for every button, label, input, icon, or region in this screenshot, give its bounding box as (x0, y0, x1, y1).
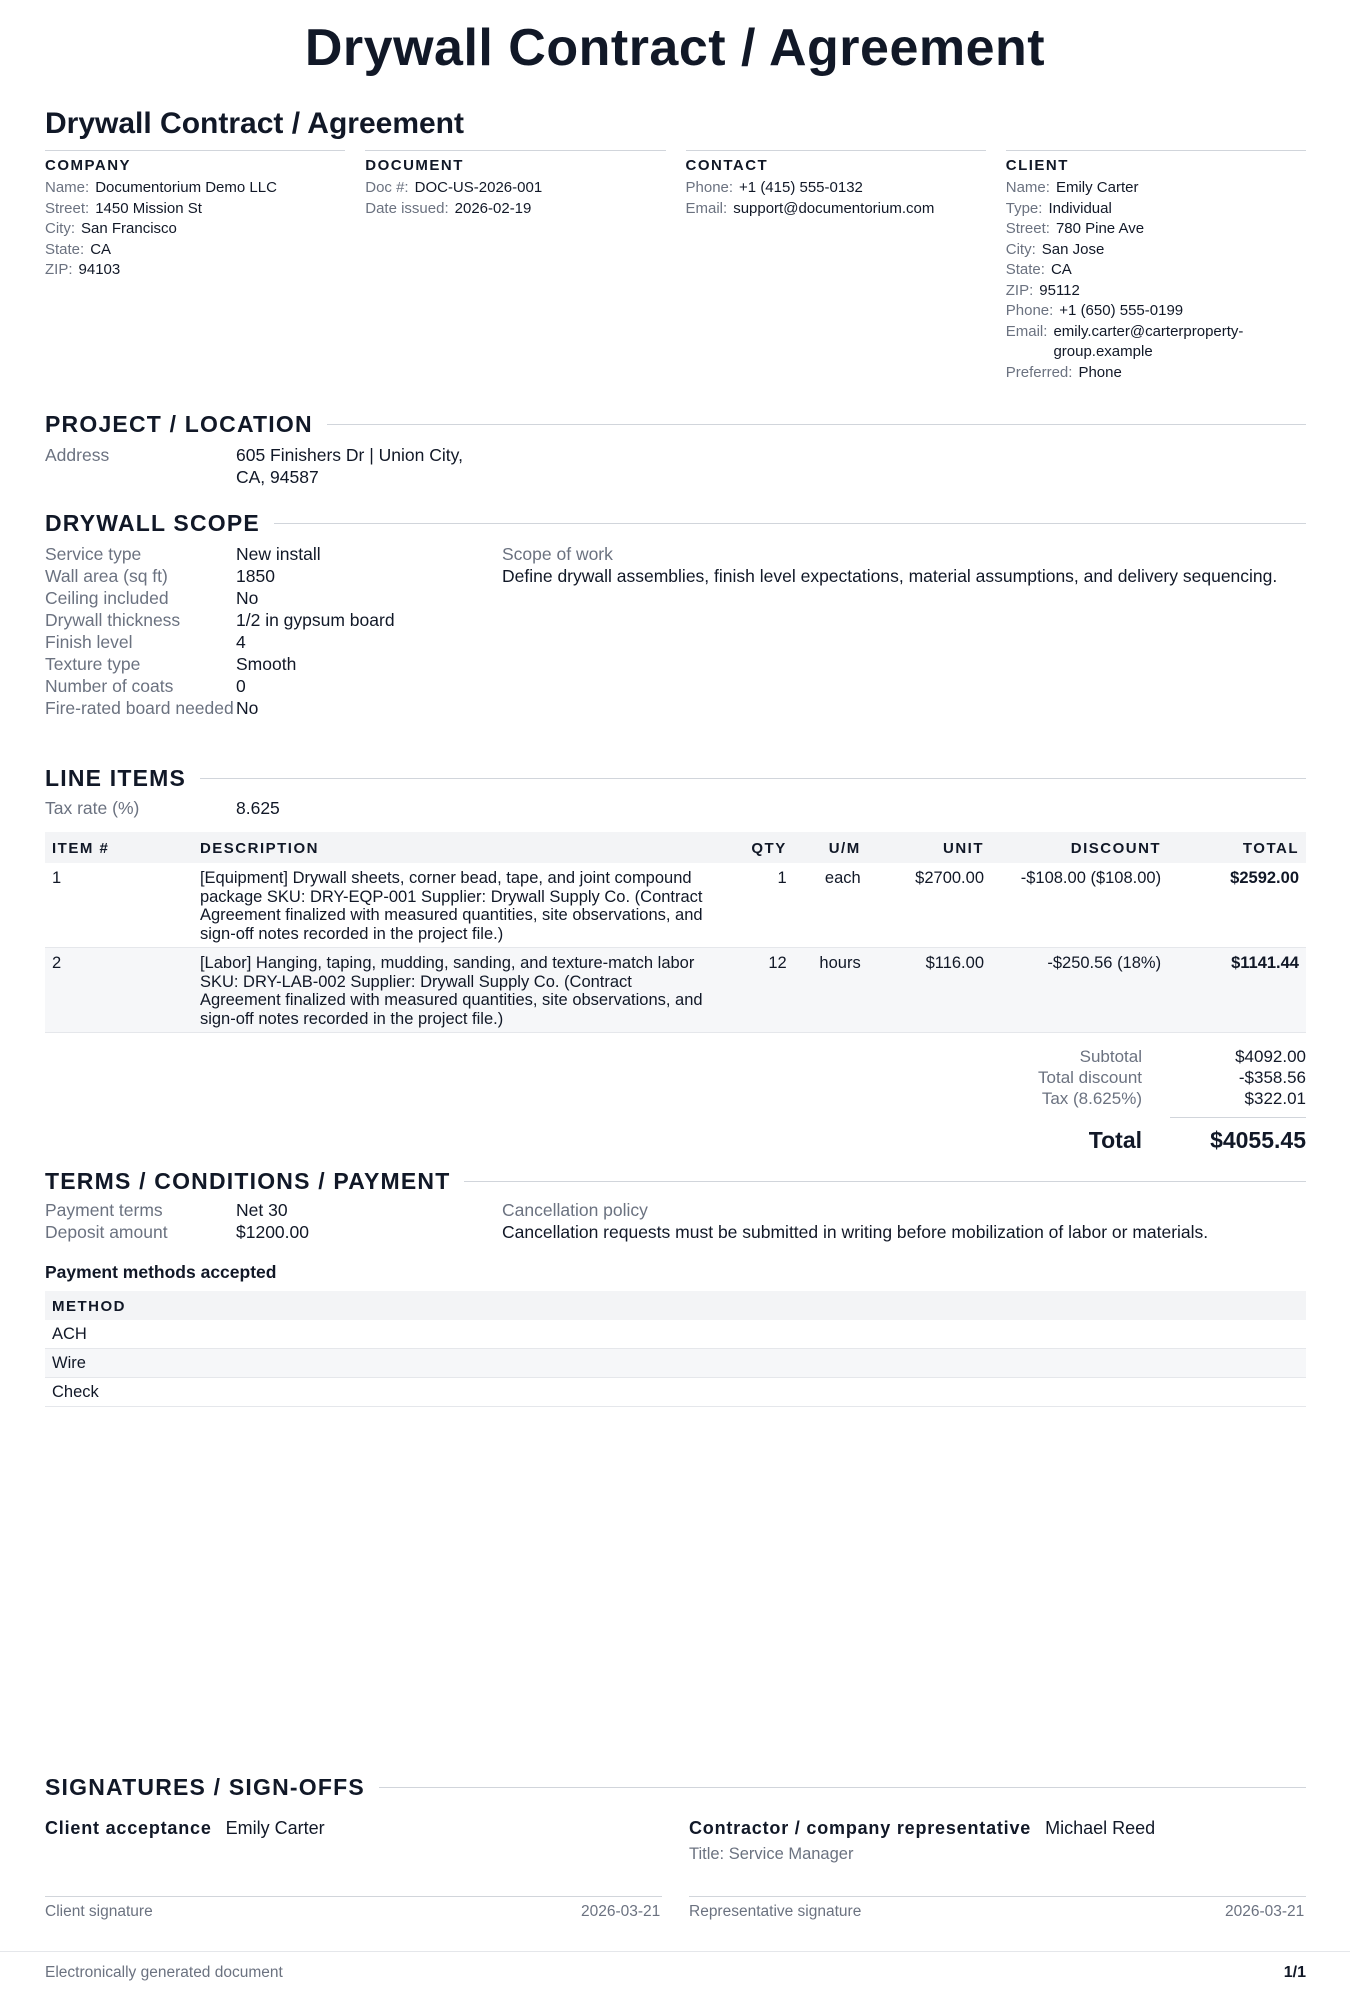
field-label: Name: (45, 179, 90, 196)
table-header-row (45, 1291, 1306, 1320)
field-row (45, 675, 395, 697)
col-method: METHOD (45, 1291, 1306, 1320)
field-row (45, 609, 395, 631)
field-value: emily.carter@carterproperty-group.example (1053, 322, 1244, 360)
field-label: Deposit amount (45, 1222, 168, 1242)
section-divider (464, 1181, 1306, 1182)
field-value: CA (90, 240, 112, 258)
representative-acceptance (689, 1818, 1155, 1839)
col-total: TOTAL (1168, 832, 1306, 863)
field-label: Ceiling included (45, 588, 169, 608)
item-total: $1141.44 (1168, 948, 1306, 1033)
line-items-heading: LINE ITEMS (45, 765, 187, 791)
terms-heading: TERMS / CONDITIONS / PAYMENT (45, 1168, 451, 1194)
document-heading: DOCUMENT (365, 157, 464, 174)
project-heading: PROJECT / LOCATION (45, 411, 313, 437)
cancellation-text: Cancellation requests must be submitted in writing before mobilization of labor or materials. (502, 1222, 1209, 1242)
field-row (686, 178, 986, 199)
field-row (45, 1221, 309, 1243)
client-block (1006, 150, 1306, 383)
field-label: City: (45, 220, 75, 237)
field-row (1006, 301, 1306, 322)
table-row (45, 948, 1306, 1033)
client-signature-caption: Client signature (45, 1903, 153, 1920)
line-items-section-header (45, 765, 1306, 792)
field-value: San Jose (1041, 240, 1105, 258)
item-number: 2 (45, 948, 193, 1033)
field-row (1006, 281, 1306, 302)
field-label: State: (45, 240, 85, 258)
company-block (45, 150, 345, 383)
item-number: 1 (45, 863, 193, 948)
client-signature-line[interactable] (45, 1896, 662, 1897)
client-heading: CLIENT (1005, 157, 1069, 174)
scope-fields (45, 543, 395, 719)
field-row (1006, 260, 1306, 281)
document-block (365, 150, 665, 383)
signatures-heading: SIGNATURES / SIGN-OFFS (45, 1774, 365, 1800)
totals-block (990, 1046, 1306, 1154)
field-row (45, 565, 395, 587)
table-row (45, 1378, 1306, 1407)
field-label: City: (1005, 240, 1036, 258)
item-total: $2592.00 (1168, 863, 1306, 948)
contact-heading: CONTACT (685, 157, 769, 174)
field-row (686, 199, 986, 220)
grand-total-value: $4055.45 (1210, 1127, 1306, 1153)
section-divider (327, 424, 1306, 425)
field-row (45, 1199, 309, 1221)
scope-of-work-label: Scope of work (502, 544, 613, 564)
field-label: Type: (1005, 199, 1043, 217)
client-acceptance-name: Emily Carter (225, 1818, 325, 1838)
tax-value: $322.01 (1244, 1089, 1306, 1108)
field-label: ZIP: (1005, 281, 1034, 299)
field-value: No (236, 588, 259, 608)
field-label: Phone: (685, 179, 734, 196)
item-unit-price: $116.00 (868, 948, 991, 1033)
field-label: Drywall thickness (45, 610, 181, 630)
field-value: New install (236, 544, 321, 564)
field-row (45, 697, 395, 719)
field-label: Wall area (sq ft) (45, 566, 168, 586)
field-value: No (236, 698, 259, 718)
payment-methods-table (45, 1291, 1306, 1407)
contact-block (686, 150, 986, 383)
section-divider (379, 1787, 1306, 1788)
field-label: Date issued: (365, 199, 449, 217)
col-unit: UNIT (868, 832, 991, 863)
field-label: Texture type (45, 654, 141, 674)
client-fields (1006, 178, 1306, 383)
field-label: Doc #: (365, 179, 409, 196)
field-value: Documentorium Demo LLC (95, 179, 277, 196)
field-value: $1200.00 (236, 1222, 309, 1242)
tax-rate-field (45, 797, 280, 819)
field-label: ZIP: (45, 261, 73, 278)
field-row (1006, 240, 1306, 261)
footer-note: Electronically generated document (45, 1964, 283, 1981)
field-value: Smooth (236, 654, 297, 674)
field-value: 95112 (1039, 281, 1080, 299)
scope-of-work-text: Define drywall assemblies, finish level expectations, material assumptions, and delivery sequencing. (502, 566, 1278, 586)
field-value: 2026-02-19 (454, 199, 532, 217)
company-heading: COMPANY (45, 157, 132, 174)
item-discount: -$108.00 ($108.00) (991, 863, 1168, 948)
scope-heading: DRYWALL SCOPE (45, 510, 260, 536)
field-row (1006, 219, 1306, 240)
client-acceptance-label: Client acceptance (45, 1818, 212, 1838)
contact-fields (686, 178, 986, 219)
field-label: Preferred: (1005, 363, 1073, 381)
address-value (236, 444, 463, 488)
document-fields (365, 178, 665, 219)
field-row (1006, 178, 1306, 199)
field-value: 94103 (78, 261, 121, 278)
field-row (1006, 199, 1306, 220)
field-value: Individual (1048, 199, 1112, 217)
representative-title: Title: Service Manager (689, 1845, 854, 1863)
col-description: DESCRIPTION (193, 832, 720, 863)
representative-signature-caption: Representative signature (689, 1903, 862, 1920)
field-value: 1/2 in gypsum board (236, 610, 395, 630)
field-value: DOC-US-2026-001 (414, 179, 543, 196)
payment-methods-label: Payment methods accepted (45, 1262, 277, 1282)
col-um: U/M (794, 832, 868, 863)
item-discount: -$250.56 (18%) (991, 948, 1168, 1033)
field-row (45, 631, 395, 653)
col-item: ITEM # (45, 832, 193, 863)
field-value: Emily Carter (1055, 179, 1139, 196)
col-discount: DISCOUNT (991, 832, 1168, 863)
cancellation-policy (502, 1199, 1208, 1243)
table-header-row (45, 832, 1306, 863)
page-number: 1/1 (1283, 1964, 1306, 1981)
item-um: hours (794, 948, 868, 1033)
field-row (45, 178, 345, 199)
field-value: Phone (1078, 363, 1122, 381)
subtotal-value: $4092.00 (1235, 1047, 1306, 1066)
tax-label: Tax (8.625%) (1041, 1089, 1142, 1108)
payment-method: Wire (45, 1349, 1306, 1378)
table-row (45, 863, 1306, 948)
table-row (45, 1349, 1306, 1378)
field-label: Email: (685, 199, 728, 217)
field-value: support@documentorium.com (733, 199, 935, 217)
item-qty: 1 (720, 863, 794, 948)
field-value: Net 30 (236, 1200, 288, 1220)
item-description: [Equipment] Drywall sheets, corner bead, tape, and joint compound package SKU: DRY-EQP-001 Supplier: Drywall Supply Co. (Contract Agreement finalized with measured quantities, site observations, and sign-off notes recorded in the project file.) (193, 863, 720, 948)
section-divider (200, 778, 1306, 779)
line-items-table (45, 832, 1306, 1033)
address-label: Address (45, 445, 110, 465)
field-value: 0 (236, 676, 246, 696)
field-row (45, 260, 345, 281)
field-row (365, 178, 665, 199)
field-row (1006, 363, 1306, 384)
client-signature-date: 2026-03-21 (581, 1903, 661, 1920)
company-fields (45, 178, 345, 281)
representative-signature-line[interactable] (689, 1896, 1306, 1897)
field-label: Number of coats (45, 676, 174, 696)
document-title: Drywall Contract / Agreement (304, 19, 1046, 77)
section-divider (274, 523, 1306, 524)
subtotal-label: Subtotal (1079, 1047, 1142, 1066)
representative-label: Contractor / company representative (689, 1818, 1032, 1838)
field-label: Service type (45, 544, 142, 564)
footer-divider (0, 1951, 1350, 1952)
address-line-2: CA, 94587 (236, 467, 319, 487)
col-qty: QTY (720, 832, 794, 863)
tax-rate-value: 8.625 (236, 798, 280, 818)
total-discount-label: Total discount (1038, 1068, 1142, 1087)
field-row (45, 219, 345, 240)
field-value: CA (1050, 261, 1072, 278)
scope-section-header (45, 510, 1306, 537)
terms-fields (45, 1199, 309, 1243)
field-value: 1450 Mission St (95, 199, 202, 217)
field-row (45, 199, 345, 220)
client-acceptance (45, 1818, 325, 1839)
payment-method: ACH (45, 1320, 1306, 1349)
field-label: Fire-rated board needed (45, 698, 234, 718)
field-label: Payment terms (45, 1200, 163, 1220)
project-fields (45, 444, 463, 488)
field-row (45, 543, 395, 565)
field-label: Phone: (1005, 302, 1054, 319)
document-subtitle: Drywall Contract / Agreement (45, 107, 464, 140)
tax-rate-label: Tax rate (%) (45, 798, 140, 818)
table-row (45, 1320, 1306, 1349)
field-value: 1850 (236, 566, 275, 586)
field-value: +1 (415) 555-0132 (739, 179, 863, 196)
field-value: San Francisco (81, 220, 177, 237)
representative-name: Michael Reed (1045, 1818, 1156, 1838)
representative-signature-date: 2026-03-21 (1225, 1903, 1305, 1920)
project-section-header (45, 411, 1306, 438)
field-label: State: (1005, 261, 1045, 278)
field-label: Street: (45, 199, 90, 217)
scope-of-work (502, 543, 1277, 587)
grand-total-label: Total (1088, 1127, 1142, 1153)
item-um: each (794, 863, 868, 948)
field-row (1006, 322, 1306, 363)
header-info-grid (45, 150, 1306, 383)
item-unit-price: $2700.00 (868, 863, 991, 948)
terms-section-header (45, 1168, 1306, 1195)
field-value: 4 (236, 632, 246, 652)
item-description: [Labor] Hanging, taping, mudding, sanding, and texture-match labor SKU: DRY-LAB-002 Supplier: Drywall Supply Co. (Contract Agreement finalized with measured quantities, site observations, and sign-off notes recorded in the project file.) (193, 948, 720, 1033)
signatures-section-header (45, 1774, 1306, 1801)
field-label: Finish level (45, 632, 133, 652)
field-value: +1 (650) 555-0199 (1059, 302, 1184, 319)
field-row (365, 199, 665, 220)
field-value: 780 Pine Ave (1055, 220, 1145, 237)
total-discount-value: -$358.56 (1238, 1068, 1306, 1087)
field-row (45, 587, 395, 609)
field-label: Email: (1005, 322, 1048, 340)
field-label: Street: (1005, 220, 1050, 237)
field-label: Name: (1005, 179, 1050, 196)
field-row (45, 653, 395, 675)
cancellation-label: Cancellation policy (502, 1200, 648, 1220)
field-row (45, 240, 345, 261)
total-divider (1170, 1117, 1306, 1118)
address-line-1: 605 Finishers Dr | Union City, (236, 445, 463, 465)
payment-method: Check (45, 1378, 1306, 1407)
item-qty: 12 (720, 948, 794, 1033)
